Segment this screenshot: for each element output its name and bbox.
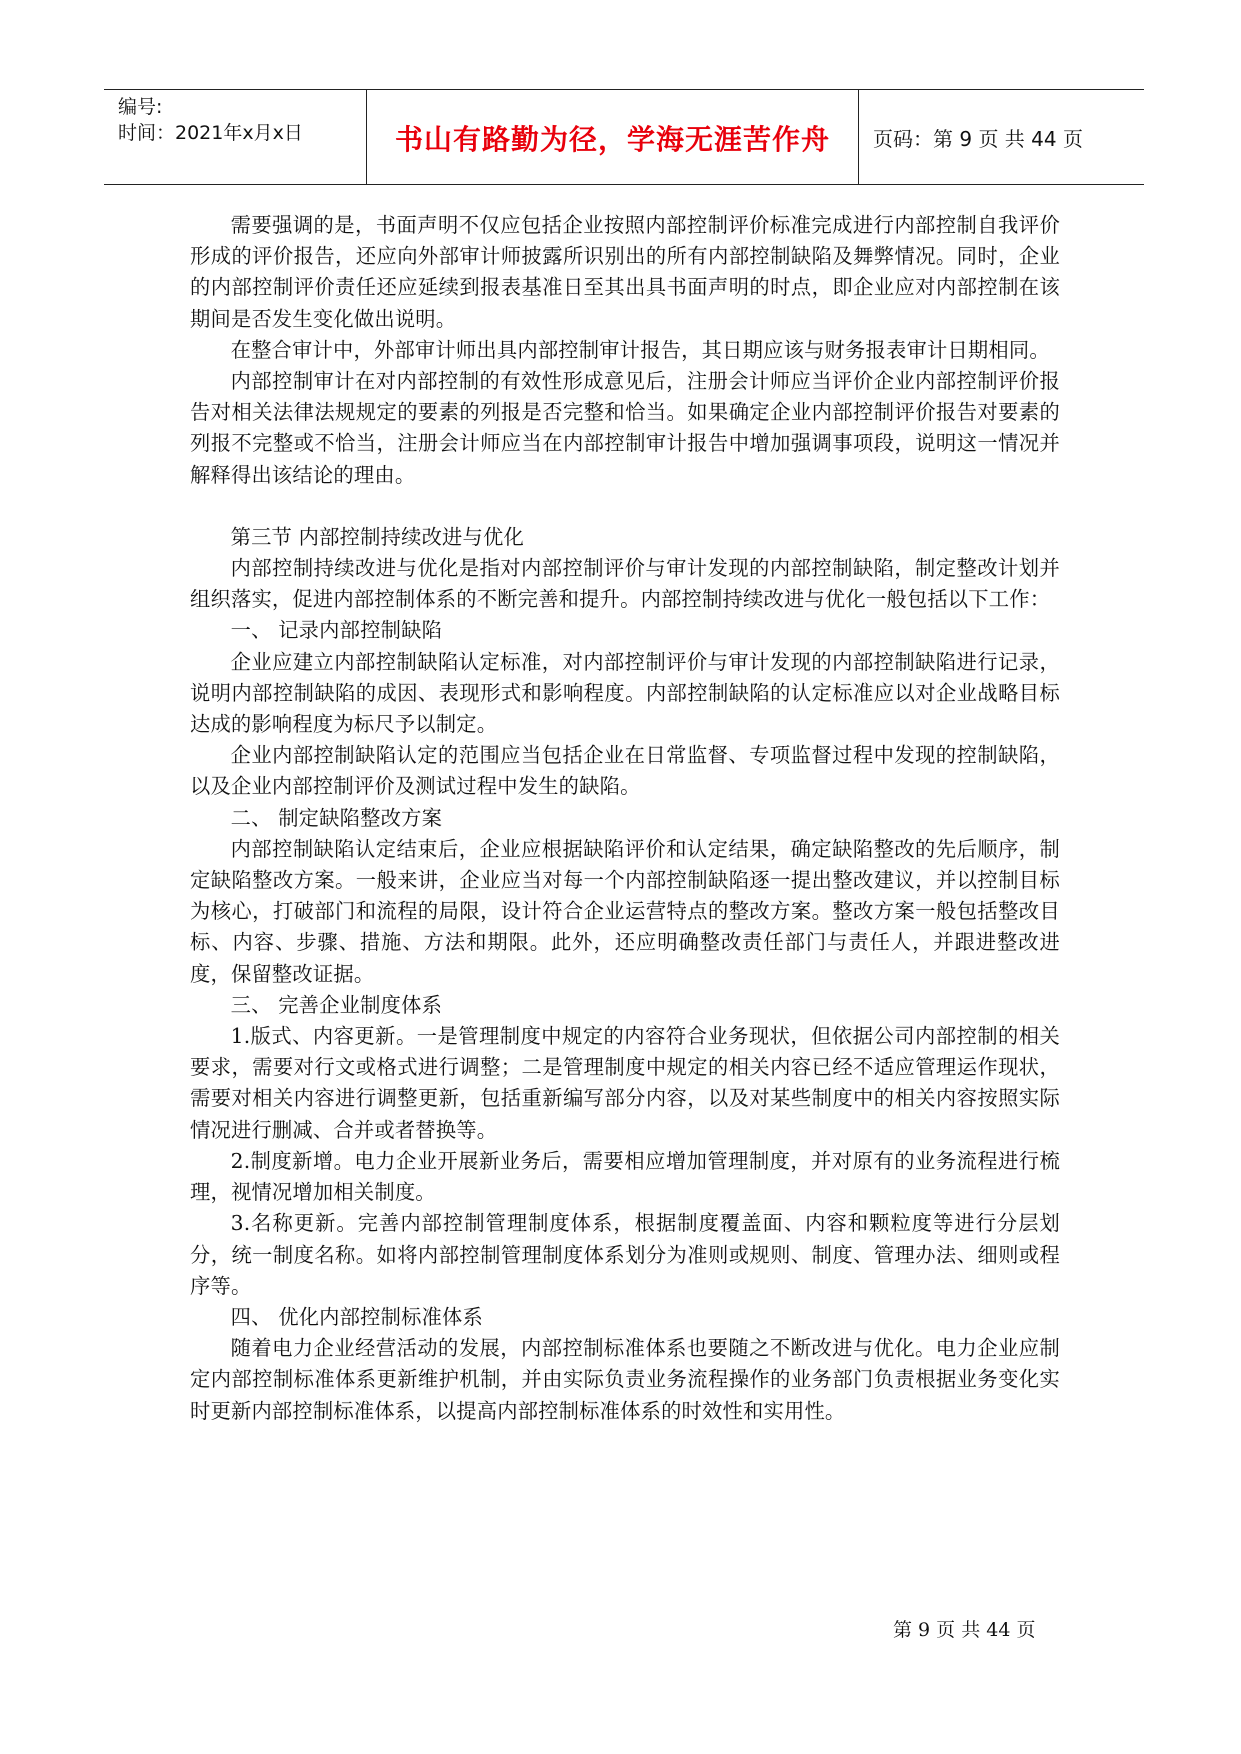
body-paragraph: 内部控制缺陷认定结束后，企业应根据缺陷评价和认定结果，确定缺陷整改的先后顺序，制定缺陷整改方案。一般来讲，企业应当对每一个内部控制缺陷逐一提出整改建议，并以控制目标为核心，打破部门和流程的局限，设计符合企业运营特点的整改方案。整改方案一般包括整改目标、内容、步骤、措施、方法和期限。此外，还应明确整改责任部门与责任人，并跟进整改进度，保留整改证据。 [190,836,1060,986]
header-motto: 书山有路勤为径，学海无涯苦作舟 [394,123,830,156]
header-page-cell [859,90,1144,184]
body-paragraph: 内部控制审计在对内部控制的有效性形成意见后，注册会计师应当评价企业内部控制评价报告对相关法律法规规定的要素的列报是否完整和恰当。如果确定企业内部控制评价报告对要素的列报不完整或不恰当，注册会计师应当在内部控制审计报告中增加强调事项段，说明这一情况并解释得出该结论的理由。 [190,369,1060,487]
section-heading: 第三节 内部控制持续改进与优化 [230,524,524,549]
body-paragraph: 需要强调的是，书面声明不仅应包括企业按照内部控制评价标准完成进行内部控制自我评价形成的评价报告，还应向外部审计师披露所识别出的所有内部控制缺陷及舞弊情况。同时，企业的内部控制评价责任还应延续到报表基准日至其出具书面声明的时点，即企业应对内部控制在该期间是否发生变化做出说明。 [190,213,1060,331]
body-paragraph: 3.名称更新。完善内部控制管理制度体系，根据制度覆盖面、内容和颗粒度等进行分层划分，统一制度名称。如将内部控制管理制度体系划分为准则或规则、制度、管理办法、细则或程序等。 [190,1211,1060,1298]
body-paragraph: 2.制度新增。电力企业开展新业务后，需要相应增加管理制度，并对原有的业务流程进行梳理，视情况增加相关制度。 [190,1148,1060,1205]
body-paragraph: 企业应建立内部控制缺陷认定标准，对内部控制评价与审计发现的内部控制缺陷进行记录，说明内部控制缺陷的成因、表现形式和影响程度。内部控制缺陷的认定标准应以对企业战略目标达成的影响程度为标尺予以制定。 [190,649,1060,737]
subsection-heading: 一、 记录内部控制缺陷 [230,618,443,643]
body-paragraph: 在整合审计中，外部审计师出具内部控制审计报告，其日期应该与财务报表审计日期相同。 [230,337,1050,362]
body-paragraph: 随着电力企业经营活动的发展，内部控制标准体系也要随之不断改进与优化。电力企业应制定内部控制标准体系更新维护机制，并由实际负责业务流程操作的业务部门负责根据业务变化实时更新内部控制标准体系，以提高内部控制标准体系的时效性和实用性。 [190,1336,1060,1423]
document-time-label: 时间：2021年x月x日 [118,122,303,144]
subsection-heading: 二、 制定缺陷整改方案 [230,805,443,830]
header-page-code: 页码：第 9 页 共 44 页 [873,127,1083,151]
page-footer-number: 第 9 页 共 44 页 [893,1619,1036,1641]
subsection-heading: 三、 完善企业制度体系 [230,992,443,1017]
document-number-label: 编号: [118,96,163,118]
page-header [104,89,1144,185]
subsection-heading: 四、 优化内部控制标准体系 [230,1304,484,1329]
body-paragraph: 企业内部控制缺陷认定的范围应当包括企业在日常监督、专项监督过程中发现的控制缺陷，以及企业内部控制评价及测试过程中发生的缺陷。 [190,743,1060,799]
header-motto-cell [367,90,859,184]
document-body [190,210,1060,1427]
paragraph-gap [190,491,1060,522]
header-info-cell [104,90,367,184]
body-paragraph: 内部控制持续改进与优化是指对内部控制评价与审计发现的内部控制缺陷，制定整改计划并组织落实，促进内部控制体系的不断完善和提升。内部控制持续改进与优化一般包括以下工作： [190,556,1060,612]
body-paragraph: 1.版式、内容更新。一是管理制度中规定的内容符合业务现状，但依据公司内部控制的相关要求，需要对行文或格式进行调整；二是管理制度中规定的相关内容已经不适应管理运作现状，需要对相关内容进行调整更新，包括重新编写部分内容，以及对某些制度中的相关内容按照实际情况进行删减、合并或者替换等。 [190,1024,1060,1142]
